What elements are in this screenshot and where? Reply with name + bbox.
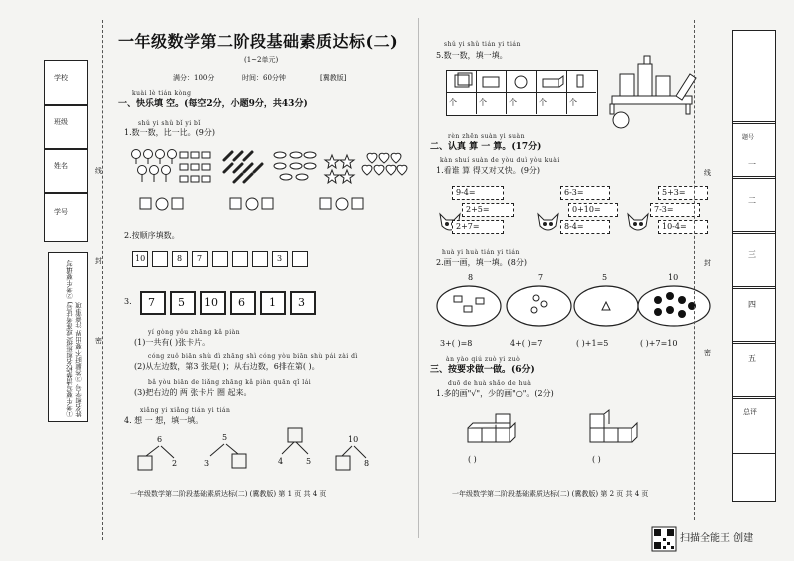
score-row-1: 一 <box>748 160 756 169</box>
q3-part1: (1)一共有( )张卡片。 <box>134 338 211 347</box>
page1-footer: 一年级数学第二阶段基础素质达标(二) (冀教版) 第 1 页 共 4 页 <box>130 490 327 498</box>
sec2q2-pinyin: huà yi huà tián yi tián <box>442 249 520 256</box>
cubes-answer-1: ( ) <box>468 455 477 464</box>
name-field-label: 姓名 <box>54 162 68 170</box>
score-row-2: 二 <box>748 196 756 205</box>
tree-4-top: 10 <box>348 435 359 444</box>
sec3q1-text: 1.多的画"√"，少的画"○"。(2分) <box>436 389 554 398</box>
expr-4: 6-3= <box>564 188 584 197</box>
block-structure-picture <box>606 56 701 132</box>
tree-2-top: 5 <box>222 433 228 442</box>
q3p3-pinyin: bǎ yòu biān de liǎng zhāng kǎ piàn quān qǐ lái <box>148 379 312 386</box>
expr-7: 5+3= <box>662 188 686 197</box>
stars-picture <box>326 155 356 185</box>
sec2q2-text: 2.画一画，填一填。(8分) <box>436 258 527 267</box>
oval-eq-2: 4+( )=7 <box>510 339 543 348</box>
sec2-title: 二、认真 算 一 算。(17分) <box>430 142 542 152</box>
page-divider <box>418 18 419 538</box>
tree-4-right: 8 <box>364 459 370 468</box>
seq-box-3: 3 <box>277 254 283 263</box>
notes-box <box>48 252 88 422</box>
card-1: 7 <box>148 296 155 309</box>
count-unit-4: 个 <box>539 98 547 107</box>
sec2-pinyin: rèn zhēn suàn yi suàn <box>448 133 525 140</box>
score-row-total: 总评 <box>743 408 757 416</box>
calc-group-2 <box>560 186 630 236</box>
lollipops-picture <box>130 148 185 188</box>
meta-score: 满分：100分 <box>173 74 215 82</box>
q3-part2: (2)从左边数，第3 张是( )；从右边数，6排在第( )。 <box>134 362 320 371</box>
seq-box-8: 8 <box>177 254 183 263</box>
q5-pinyin: shǔ yi shǔ tián yi tián <box>444 41 521 48</box>
q3-label: 3. <box>124 297 132 306</box>
q3p2-pinyin: cóng zuǒ biān shù dì zhāng shì cóng yòu biān shù pái zài dì <box>148 353 358 360</box>
cubes-picture-2 <box>588 414 638 448</box>
score-row-4: 四 <box>748 300 756 309</box>
score-table <box>732 30 776 502</box>
meta-edition: [冀教版] <box>320 74 347 82</box>
count-unit-5: 个 <box>569 98 577 107</box>
meta-time: 时间：60分钟 <box>242 74 286 82</box>
calc-group-1 <box>452 186 522 236</box>
oval-total-1: 8 <box>468 273 474 282</box>
card-row <box>140 285 330 315</box>
card-2: 5 <box>178 296 185 309</box>
right-binding-strip <box>690 20 790 540</box>
dog-icon-2 <box>534 210 562 236</box>
oval-eq-1: 3+( )=8 <box>440 339 473 348</box>
expr-3: 2+7= <box>456 222 480 231</box>
oval-total-2: 7 <box>538 273 544 282</box>
page-title: 一年级数学第二阶段基础素质达标(二) <box>118 32 399 51</box>
tree-1-top: 6 <box>157 435 163 444</box>
seq-box-7: 7 <box>197 254 203 263</box>
seal-secret-mark: 密 <box>95 337 102 345</box>
oval-eq-4: ( )+7=10 <box>640 339 678 348</box>
expr-9: 10-4= <box>662 222 687 231</box>
number-sequence <box>132 251 312 267</box>
count-table <box>446 70 598 116</box>
score-header: 题号 <box>742 134 755 141</box>
cubes-answer-2: ( ) <box>592 455 601 464</box>
card-6: 3 <box>298 296 305 309</box>
page2-footer: 一年级数学第二阶段基础素质达标(二) (冀教版) 第 2 页 共 4 页 <box>452 490 649 498</box>
tree-3-left: 4 <box>278 457 284 466</box>
ovals-picture <box>436 284 716 330</box>
expr-8: 7-3= <box>654 205 674 214</box>
sec2q1-pinyin: kàn shuí suàn de yòu duì yòu kuài <box>440 157 560 164</box>
score-row-3: 三 <box>748 250 756 259</box>
card-4: 6 <box>238 296 245 309</box>
class-field-label: 班级 <box>54 118 68 126</box>
count-unit-2: 个 <box>479 98 487 107</box>
qr-code-icon <box>652 527 676 551</box>
expr-2: 2+5= <box>466 205 490 214</box>
right-seal-mark: 封 <box>704 259 711 267</box>
q1-pinyin: shǔ yi shǔ bǐ yi bǐ <box>138 120 201 127</box>
compare-row <box>140 197 400 213</box>
q1-text: 1.数一数，比一比。(9分) <box>124 128 215 137</box>
dog-icon-3 <box>624 210 652 236</box>
q4-text: 4. 想 一 想，填一填。 <box>124 416 204 425</box>
fish-picture <box>272 150 317 184</box>
student-info-table <box>44 60 88 242</box>
tree-1-right: 2 <box>172 459 178 468</box>
notes-text: ①考生要写清楚校名和班级(或准考证号) ②考生要填写姓名和学号 ③答题时不要出界 注意事项 <box>66 260 83 417</box>
q2-text: 2.按顺序填数。 <box>124 231 180 240</box>
student-id-field-label: 学号 <box>54 208 68 216</box>
cubes-picture-1 <box>466 414 516 448</box>
school-field-label: 学校 <box>54 74 68 82</box>
seq-box-10: 10 <box>135 254 146 263</box>
sec1-pinyin: kuài lè tián kòng <box>132 90 192 97</box>
left-binding-strip <box>0 0 110 561</box>
expr-1: 9-4= <box>456 188 476 197</box>
score-row-5: 五 <box>748 354 756 363</box>
tree-3-right: 5 <box>306 457 312 466</box>
watermark-text: 扫描全能王 创建 <box>680 533 754 544</box>
tree-2-left: 3 <box>204 459 210 468</box>
candies-picture <box>178 150 218 184</box>
sec3-title: 三、按要求做一做。(6分) <box>430 365 535 375</box>
oval-total-4: 10 <box>668 273 679 282</box>
tree-3 <box>272 428 332 474</box>
count-unit-3: 个 <box>509 98 517 107</box>
count-unit-1: 个 <box>449 98 457 107</box>
expr-6: 8-4= <box>564 222 584 231</box>
q3p1-pinyin: yí gòng yǒu zhāng kǎ piàn <box>148 329 241 336</box>
right-seal-secret-mark: 密 <box>704 349 711 357</box>
pencils-picture <box>222 150 272 184</box>
seal-mark: 封 <box>95 257 102 265</box>
hearts-picture <box>362 150 402 186</box>
q3-part3: (3)把右边的 两 张卡片 圈 起来。 <box>134 388 252 397</box>
tree-4 <box>342 436 402 476</box>
sec1-title: 一、快乐填 空。(每空2分，小题9分，共43分) <box>118 99 308 109</box>
tree-2 <box>200 434 260 474</box>
card-3: 10 <box>204 296 218 309</box>
sec3q1-pinyin: duō de huà shǎo de huà <box>448 380 532 387</box>
tree-1 <box>132 436 192 476</box>
sec2q1-text: 1.看谁 算 得又对又快。(9分) <box>436 166 541 175</box>
page-subtitle: (1~2单元) <box>244 56 279 64</box>
sec3-pinyin: àn yào qiú zuò yi zuò <box>446 356 521 363</box>
q5-text: 5.数一数，填一填。 <box>436 51 508 60</box>
card-5: 1 <box>269 296 276 309</box>
oval-total-3: 5 <box>602 273 608 282</box>
oval-eq-3: ( )+1=5 <box>576 339 609 348</box>
q4-pinyin: xiǎng yi xiǎng tián yi tián <box>140 407 231 414</box>
expr-5: 0+10= <box>572 205 601 214</box>
right-seal-line-mark: 线 <box>704 169 711 177</box>
seal-line-mark: 线 <box>95 167 102 175</box>
